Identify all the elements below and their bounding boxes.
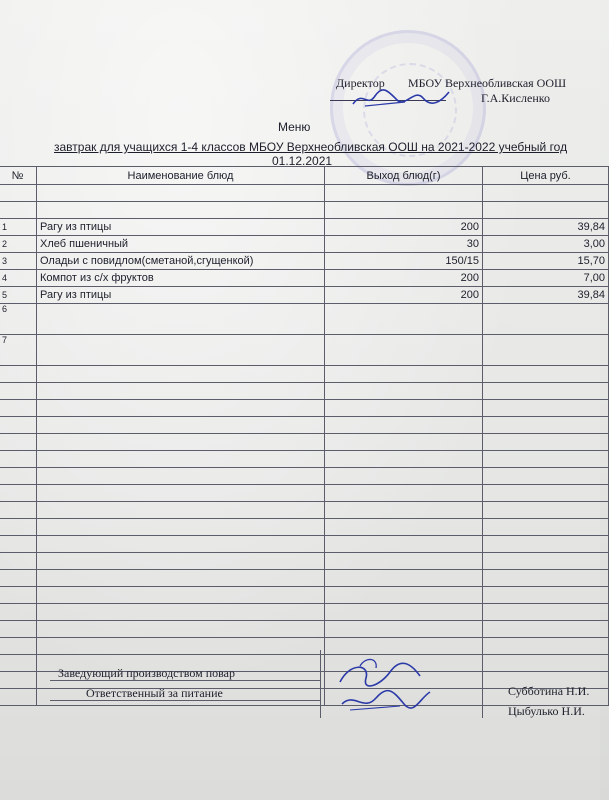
table-header-row <box>0 167 609 185</box>
menu-subtitle: завтрак для учащихся 1-4 классов МБОУ Верхнеобливская ООШ на 2021-2022 учебный год <box>54 140 568 154</box>
table-empty-row <box>0 536 609 553</box>
organization-name: МБОУ Верхнеобливская ООШ <box>408 76 567 90</box>
table-row <box>0 236 609 253</box>
row-number: 6 <box>0 304 37 335</box>
dish-name <box>37 304 325 335</box>
column-header-yield: Выход блюд(г) <box>325 167 483 185</box>
dish-price: 7,00 <box>483 270 609 287</box>
row-number: 1 <box>0 219 37 236</box>
table-empty-row <box>0 451 609 468</box>
dish-yield: 200 <box>325 270 483 287</box>
dish-yield: 200 <box>325 287 483 304</box>
dish-name: Хлеб пшеничный <box>37 236 325 253</box>
dish-yield <box>325 335 483 366</box>
table-spacer-row <box>0 202 609 219</box>
responsible-label: Ответственный за питание <box>86 686 223 700</box>
menu-table <box>0 166 609 706</box>
director-name: Г.А.Кисленко <box>481 91 550 105</box>
director-label: Директор <box>336 76 385 90</box>
table-empty-row <box>0 383 609 400</box>
table-empty-row <box>0 400 609 417</box>
dish-price <box>483 304 609 335</box>
dish-name: Рагу из птицы <box>37 219 325 236</box>
dish-name: Оладьи с повидлом(сметаной,сгущенкой) <box>37 253 325 270</box>
table-empty-row <box>0 502 609 519</box>
dish-yield: 30 <box>325 236 483 253</box>
table-empty-row <box>0 434 609 451</box>
table-empty-row <box>0 366 609 383</box>
dish-price: 3,00 <box>483 236 609 253</box>
row-number: 4 <box>0 270 37 287</box>
chef-name: Субботина Н.И. <box>508 684 590 698</box>
table-row <box>0 335 609 366</box>
table-empty-row <box>0 587 609 604</box>
dish-price <box>483 335 609 366</box>
table-empty-row <box>0 485 609 502</box>
menu-date: 01.12.2021 <box>272 154 333 168</box>
table-empty-row <box>0 468 609 485</box>
footer-divider-1 <box>320 650 321 718</box>
table-spacer-row <box>0 185 609 202</box>
responsible-name: Цыбулько Н.И. <box>508 704 585 718</box>
row-number: 5 <box>0 287 37 304</box>
table-row <box>0 270 609 287</box>
table-empty-row <box>0 553 609 570</box>
menu-table-wrap <box>0 166 608 706</box>
footer-line-2 <box>50 700 320 701</box>
dish-name: Рагу из птицы <box>37 287 325 304</box>
dish-yield: 200 <box>325 219 483 236</box>
table-row <box>0 304 609 335</box>
row-number: 7 <box>0 335 37 366</box>
table-empty-row <box>0 604 609 621</box>
row-number: 3 <box>0 253 37 270</box>
column-header-number: № <box>0 167 37 185</box>
chef-label: Заведующий производством повар <box>58 666 235 680</box>
table-empty-row <box>0 570 609 587</box>
footer-divider-2 <box>482 650 483 718</box>
table-empty-row <box>0 519 609 536</box>
column-header-price: Цена руб. <box>483 167 609 185</box>
column-header-dish: Наименование блюд <box>37 167 325 185</box>
footer-line-1 <box>50 680 320 681</box>
row-number: 2 <box>0 236 37 253</box>
footer-signatures <box>330 652 440 722</box>
table-empty-row <box>0 417 609 434</box>
table-empty-row <box>0 621 609 638</box>
director-signature <box>345 82 455 112</box>
table-empty-row <box>0 638 609 655</box>
table-row <box>0 287 609 304</box>
dish-price: 39,84 <box>483 287 609 304</box>
table-row <box>0 219 609 236</box>
dish-yield <box>325 304 483 335</box>
table-row <box>0 253 609 270</box>
dish-yield: 150/15 <box>325 253 483 270</box>
dish-name: Компот из с/х фруктов <box>37 270 325 287</box>
dish-name <box>37 335 325 366</box>
dish-price: 39,84 <box>483 219 609 236</box>
menu-title: Меню <box>278 120 311 134</box>
dish-price: 15,70 <box>483 253 609 270</box>
